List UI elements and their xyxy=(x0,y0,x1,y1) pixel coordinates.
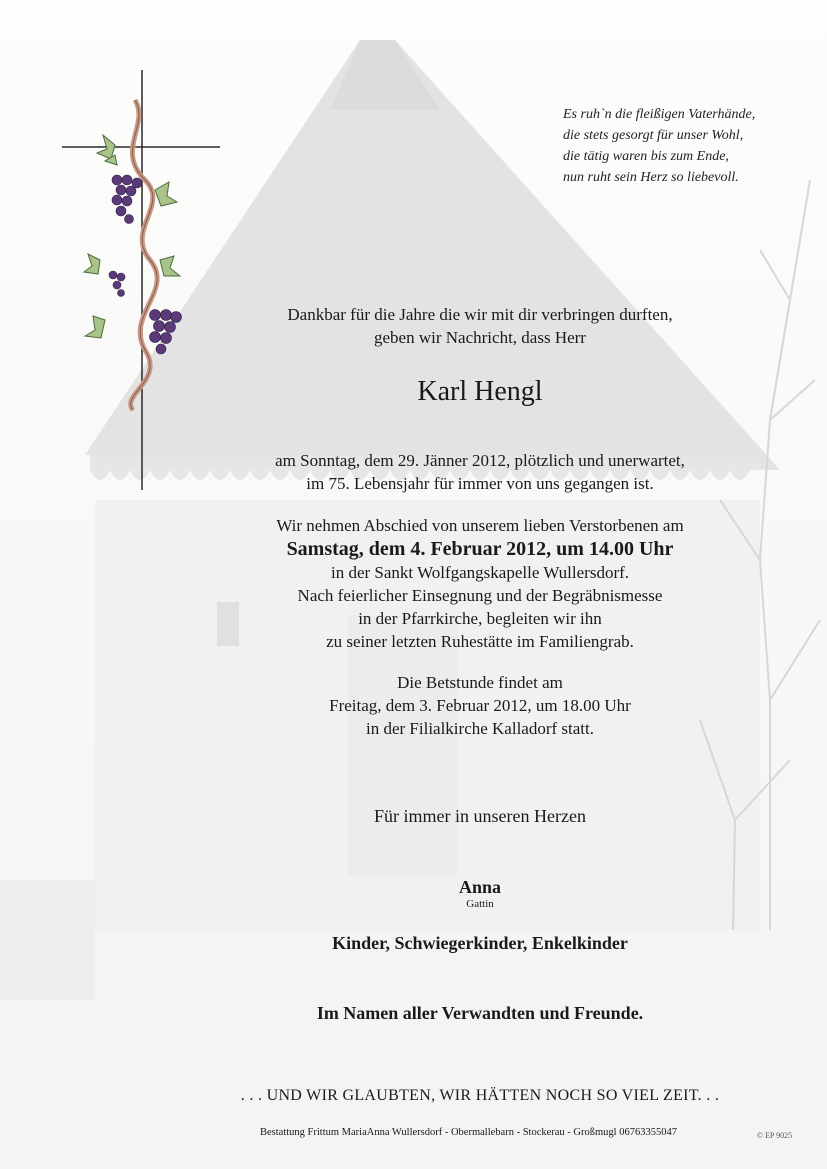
deceased-name: Karl Hengl xyxy=(417,376,543,407)
undertaker-footer: Bestattung Frittum MariaAnna Wullersdorf - Obermallebarn - Stockerau - Großmugl 06763355047 xyxy=(260,1127,677,1138)
funeral-detail-line: zu seiner letzten Ruhestätte im Familiengrab. xyxy=(326,632,634,651)
obituary-body xyxy=(180,300,780,1024)
death-notice-line: am Sonntag, dem 29. Jänner 2012, plötzlich und unerwartet, xyxy=(275,451,685,470)
spouse-role: Gattin xyxy=(466,898,494,910)
print-code: © EP 9025 xyxy=(757,1131,793,1140)
funeral-detail-line: Nach feierlicher Einsegnung und der Begräbnismesse xyxy=(297,586,663,605)
prayer-hour-line: in der Filialkirche Kalladorf statt. xyxy=(365,719,594,738)
memorial-verse xyxy=(563,104,803,188)
funeral-detail-line: in der Sankt Wolfgangskapelle Wullersdorf. xyxy=(330,563,630,582)
intro-line: geben wir Nachricht, dass Herr xyxy=(374,328,586,347)
closing-line: Für immer in unseren Herzen xyxy=(374,806,586,826)
verse-line: die tätig waren bis zum Ende, xyxy=(563,149,729,164)
intro-line: Dankbar für die Jahre die wir mit dir verbringen durften, xyxy=(287,305,673,324)
funeral-detail-line: in der Pfarrkirche, begleiten wir ihn xyxy=(358,609,602,628)
prayer-hour-line: Die Betstunde findet am xyxy=(397,673,563,692)
family-line: Kinder, Schwiegerkinder, Enkelkinder xyxy=(332,933,628,953)
prayer-hour-line: Freitag, dem 3. Februar 2012, um 18.00 Uhr xyxy=(329,696,631,715)
motto-line: . . . UND WIR GLAUBTEN, WIR HÄTTEN NOCH SO VIEL ZEIT. . . xyxy=(240,1087,720,1104)
spouse-name: Anna xyxy=(458,877,502,897)
verse-line: nun ruht sein Herz so liebevoll. xyxy=(563,170,739,185)
death-notice-line: im 75. Lebensjahr für immer von uns gegangen ist. xyxy=(306,474,654,493)
funeral-date: Samstag, dem 4. Februar 2012, um 14.00 Uhr xyxy=(286,538,674,560)
verse-line: Es ruh`n die fleißigen Vaterhände, xyxy=(563,107,756,122)
verse-line: die stets gesorgt für unser Wohl, xyxy=(563,128,744,143)
relatives-line: Im Namen aller Verwandten und Freunde. xyxy=(316,1003,644,1023)
farewell-intro: Wir nehmen Abschied von unserem lieben Verstorbenen am xyxy=(276,516,684,535)
